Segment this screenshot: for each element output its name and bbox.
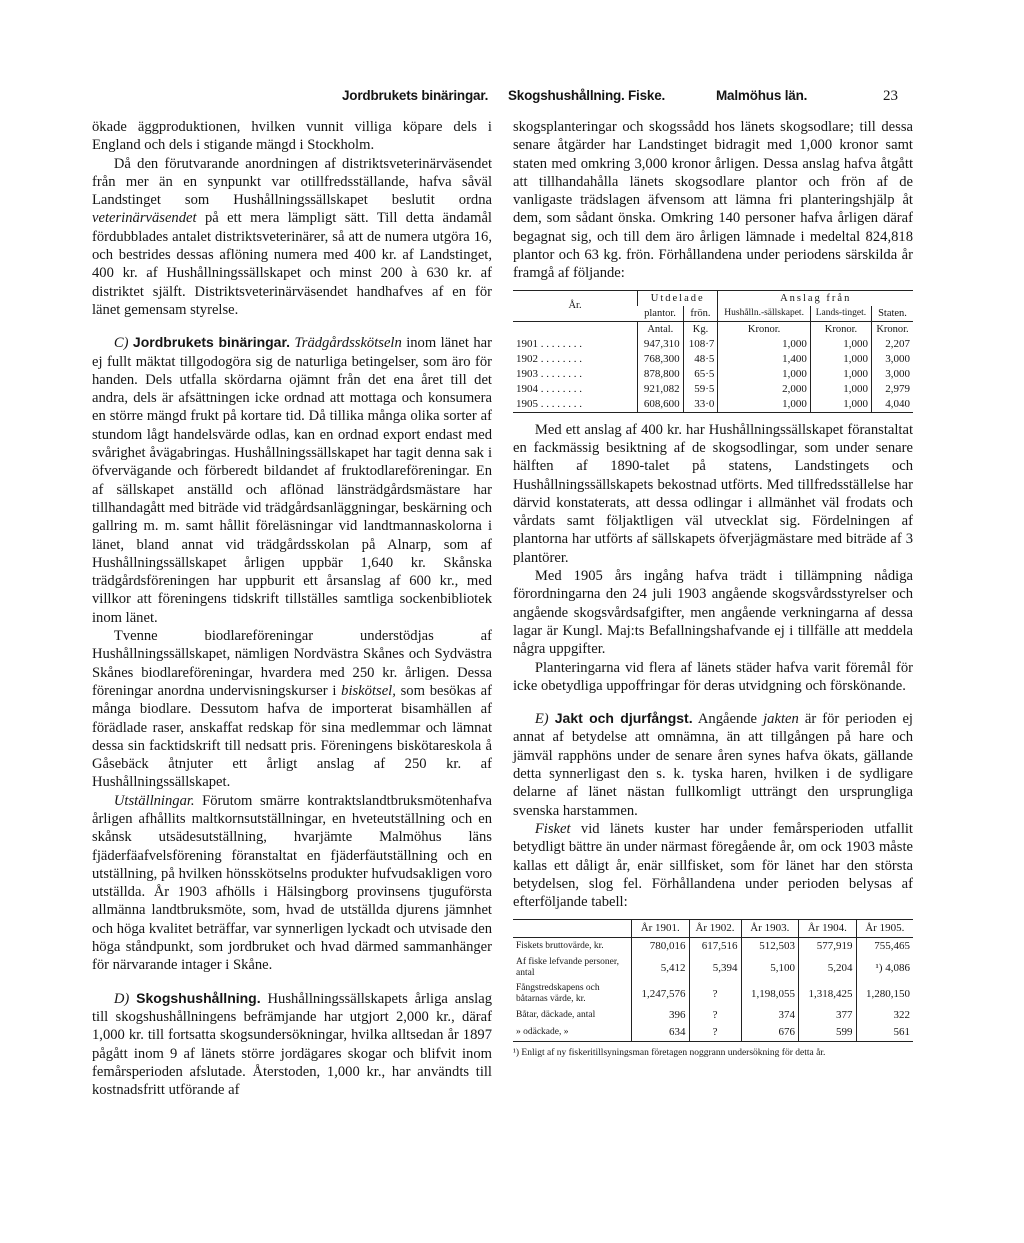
right-paragraph-plantings: Planteringarna vid flera af länets städer hafva varit föremål för icke obetydliga uppoffringar för deras utvidgning och förskönande. — [513, 659, 913, 694]
page-number: 23 — [883, 88, 898, 104]
fishing-header-spacer — [513, 920, 632, 938]
right-paragraph-forestry: skogsplanteringar och skogssådd hos länets skogsodlare; till dessa senare åtgärder har Landstinget bidragit med 1,000 kronor samt staten med omkring 3,000 kronor årligen. Dessa anslag hafva åtgått att tillhandahålla länets skogsodlare plantor och frön af de vanligaste trädslagen äfvensom att lämna fri planteringshjälp åt dem, som sådant önska. Omkring 140 personer hafva årligen däraf begagnat sig, och till dem äro årligen lämnade i medeltal 824,818 plantor och 63 kg. frön. Förhållandena under periodens särskilda år framgå af följande: — [513, 119, 913, 282]
section-e-title: Jakt och djurfångst. — [554, 710, 693, 727]
forestry-col-hush: Hushålln.-sällskapet. — [718, 306, 810, 322]
table-row: 1904 . . . . . . . . 921,082 59·5 2,000 1,000 2,979 — [513, 382, 913, 397]
forestry-unit-spacer — [513, 321, 638, 337]
fishing-col-1904: År 1904. — [799, 920, 857, 938]
running-head-section: Jordbrukets binäringar. — [342, 88, 489, 103]
forestry-unit-lands: Kronor. — [810, 321, 871, 337]
right-column — [513, 118, 913, 1063]
left-paragraph-eggs: ökade äggproduktionen, hvilken vunnit villiga köpare dels i England och dels i stigande mängd i Stockholm. — [92, 119, 492, 154]
left-paragraph-bees: Tvenne biodlareföreningar understödjas af Hushållningssällskapet, nämligen Nordvästra Skånes och Sydvästra Skånes biodlareföreningar, hvardera med 250 kr. årligen. Dessa föreningar anordna undervisningskurser i biskötsel, som besökas af många biodlare. Dessutom hafva de importerat bisamhällen af förädlade raser, anskaffat redskap för sina medlemmar och lämnat dessa sin facktidskrift till nedsatt pris. Föreningens biskötareskola å Gåsebäck åtnjuter ett årligt anslag af 250 kr. af Hushållningssällskapet. — [92, 628, 492, 791]
right-paragraph-inspection: Med ett anslag af 400 kr. har Hushållningssällskapet föranstaltat en fackmässig besiktning af de skogsodlingar, som under senare hälften af 1890-talet på statens, Landstingets och Hushållningssällskapets bekostnad utförts. Med tillfredsställelse har därvid konstaterats, att dessa odlingar i allmänhet väl frodats och vårdats samt följaktligen väl utvecklat sig. Fördelningen af plantorna har utförts af sällskapets öfverjägmästare med biträde af 3 plantörer. — [513, 421, 913, 566]
right-paragraph-ordinances: Med 1905 års ingång hafva trädt i tillämpning nådiga förordningarna den 24 juli 1903 angående skogsvårdsstyrelser och angående skogsvårdsafgifter, men angående verkningarna af dessa lagar är Kungl. Maj:ts Befallningshafvande ej i tillfälle att meddela några uppgifter. — [513, 568, 913, 658]
section-c-title: Jordbrukets binäringar. — [132, 334, 291, 351]
section-d-title: Skogshushållning. — [136, 989, 261, 1006]
forestry-group-anslag: Anslag från — [718, 290, 913, 306]
forestry-group-utdelade: Utdelade — [638, 290, 718, 306]
section-e-paragraph: E) Jakt och djurfångst. Angående jakten är för perioden ej annat af betydelse att omnämna, än att tillgången på hare och jämväl rapphöns under de senare åren synes hafva ökats, gällande detta synnerligast den s. k. tyska haren, hvilken i de sydligare delarne af länet nästan fullkomligt utträngt den ursprungliga svenska harstammen. — [513, 710, 913, 819]
table-row: 1903 . . . . . . . . 878,800 65·5 1,000 1,000 3,000 — [513, 367, 913, 382]
running-head-fishing: Fiske. — [628, 88, 666, 103]
fishing-col-1902: År 1902. — [689, 920, 741, 938]
forestry-table — [513, 290, 913, 413]
forestry-col-fron: frön. — [683, 306, 718, 322]
table-row: 1901 . . . . . . . . 947,310 108·7 1,000 1,000 2,207 — [513, 337, 913, 352]
table-row: Fiskets bruttovärde, kr. 780,016 617,516 512,503 577,919 755,465 — [513, 938, 913, 956]
forestry-unit-staten: Kronor. — [872, 321, 913, 337]
section-d-paragraph: D) Skogshushållning. Hushållningssällskapets årliga anslag till skogshushållningens befrämjande har utgjort 2,000 kr., däraf 1,000 kr. till fortsatta skogsundersökningar, hvilka alltsedan år 1897 pågått inom 9 af länets större jordägares skogar och blifvit inom femårsperioden afslutade. Återstoden, 1,000 kr., har användts till kostnadsfritt utförande af — [92, 989, 492, 1099]
forestry-col-staten: Staten. — [872, 306, 913, 322]
table-row: Fångstredskapens och båtarnas värde, kr. 1,247,576 ? 1,198,055 1,318,425 1,280,150 — [513, 981, 913, 1007]
right-paragraph-fishing: Fisket vid länets kuster har under femårsperioden utfallit betydligt bättre än under närmast föregående år, om ock 1903 måste kallas ett dåligt år, enär sillfisket, som för länet har den största betydelsen, slog fel. Förhållandena under perioden belysas af efterföljande tabell: — [513, 820, 913, 911]
left-paragraph-exhibitions: Utställningar. Förutom smärre kontraktslandtbruksmötenhafva årligen afhållits maltkornsutställningar, en hveteutställning och en skånsk utsädesutställning, hvarjämte Malmöhus läns fjäderfäafvelsförening föranstaltat en fjäderfäutställning och en utställning, på hvilken hönsskötselns produkter hufvudsakligen voro utställda. År 1903 afhölls i Hälsingborg provinsens tjuguförsta allmänna landtbruksmöte, som, hvad de utställda djurens jämnhet och höga kvalitet beträffar, var synnerligen lyckadt och utvisade den höga ståndpunkt, som jordbruket och hvad därmed sammanhänger för närvarande intager i Skåne. — [92, 792, 492, 974]
table-row: 1902 . . . . . . . . 768,300 48·5 1,400 1,000 3,000 — [513, 352, 913, 367]
forestry-unit-hush: Kronor. — [718, 321, 810, 337]
left-column — [92, 118, 492, 1099]
running-head-forestry: Skogshushållning. — [508, 88, 625, 103]
table-row: Af fiske lefvande personer, antal 5,412 5,394 5,100 5,204 ¹) 4,086 — [513, 955, 913, 981]
table-row: Båtar, däckade, antal 396 ? 374 377 322 — [513, 1007, 913, 1024]
forestry-col-plantor: plantor. — [644, 307, 676, 319]
left-paragraph-veterinary: Då den förutvarande anordningen af distriktsveterinärväsendet från mer än en synpunkt var otillfredsställande, hafva såväl Landstinget som Hushållningssällskapet beslutit ordna veterinärväsendet på ett mera lämpligt sätt. Till detta ändamål fördubblades antalet distriktsveterinärer, så att de numera utgöra 16, och bestrides dessas aflöning numera med 400 kr. af Landstinget, 400 kr. af Hushållningssällskapet och minst 200 à 630 kr. af distriktet själft. Distriktsveterinärväsendet handhafves af en för länet gemensam styrelse. — [92, 155, 492, 318]
section-c-letter: C) — [113, 335, 129, 352]
section-c-paragraph: C) Jordbrukets binäringar. Trädgårdsskötseln inom länet har ej fullt mäktat tillgodogöra sig de naturliga betingelser, som äro för handen. Dels utfalla skördarna ojämnt från det ena året till det andra, dels är afsättningen icke ordnad att mottaga och konsumera en större mängd frukt på kortare tid. Då tillika många olika sorter af stundom lågt handelsvärde odlas, kan en ordnad export endast med svårighet åvägabringas. Hushållningssällskapet har tagit denna sak i öfvervägande och förberedt bildandet af fruktodlareföreningar. En af sällskapet anställd och aflönad länsträdgårdsmästare har tillhandagått med biträde vid trädgårdsanläggningar, beskärning och gallring m. m. samt hållit föreläsningar vid landtmannaskolorna i länet, bland annat vid trädgårdsskolan på Alnarp, som af Hushållningssällskapet årligen uppbär 1,640 kr. Skånska trädgårdsföreningen har uppburit ett årsanslag af 600 kr., med villkor att föreningens tidskrift tillställes samtliga sockenbibliotek inom länet. — [92, 334, 493, 626]
page-header — [0, 88, 1024, 110]
fishing-col-1905: År 1905. — [856, 920, 913, 938]
section-e-letter: E) — [534, 711, 549, 728]
table-row: » odäckade, » 634 ? 676 599 561 — [513, 1024, 913, 1042]
forestry-col-year: År. — [513, 290, 638, 321]
fishing-table — [513, 919, 913, 1042]
running-head-county: Malmöhus län. — [716, 88, 808, 103]
fishing-table-footnote: ¹) Enligt af ny fiskeritillsyningsman företagen noggrann undersökning för detta år. — [513, 1048, 826, 1059]
forestry-col-lands: Lands-tinget. — [810, 306, 871, 322]
forestry-unit-plantor: Antal. — [638, 321, 684, 337]
section-d-letter: D) — [113, 990, 130, 1007]
fishing-col-1901: År 1901. — [632, 920, 690, 938]
fishing-col-1903: År 1903. — [741, 920, 799, 938]
forestry-unit-fron: Kg. — [683, 321, 718, 337]
table-row: 1905 . . . . . . . . 608,600 33·0 1,000 1,000 4,040 — [513, 397, 913, 413]
